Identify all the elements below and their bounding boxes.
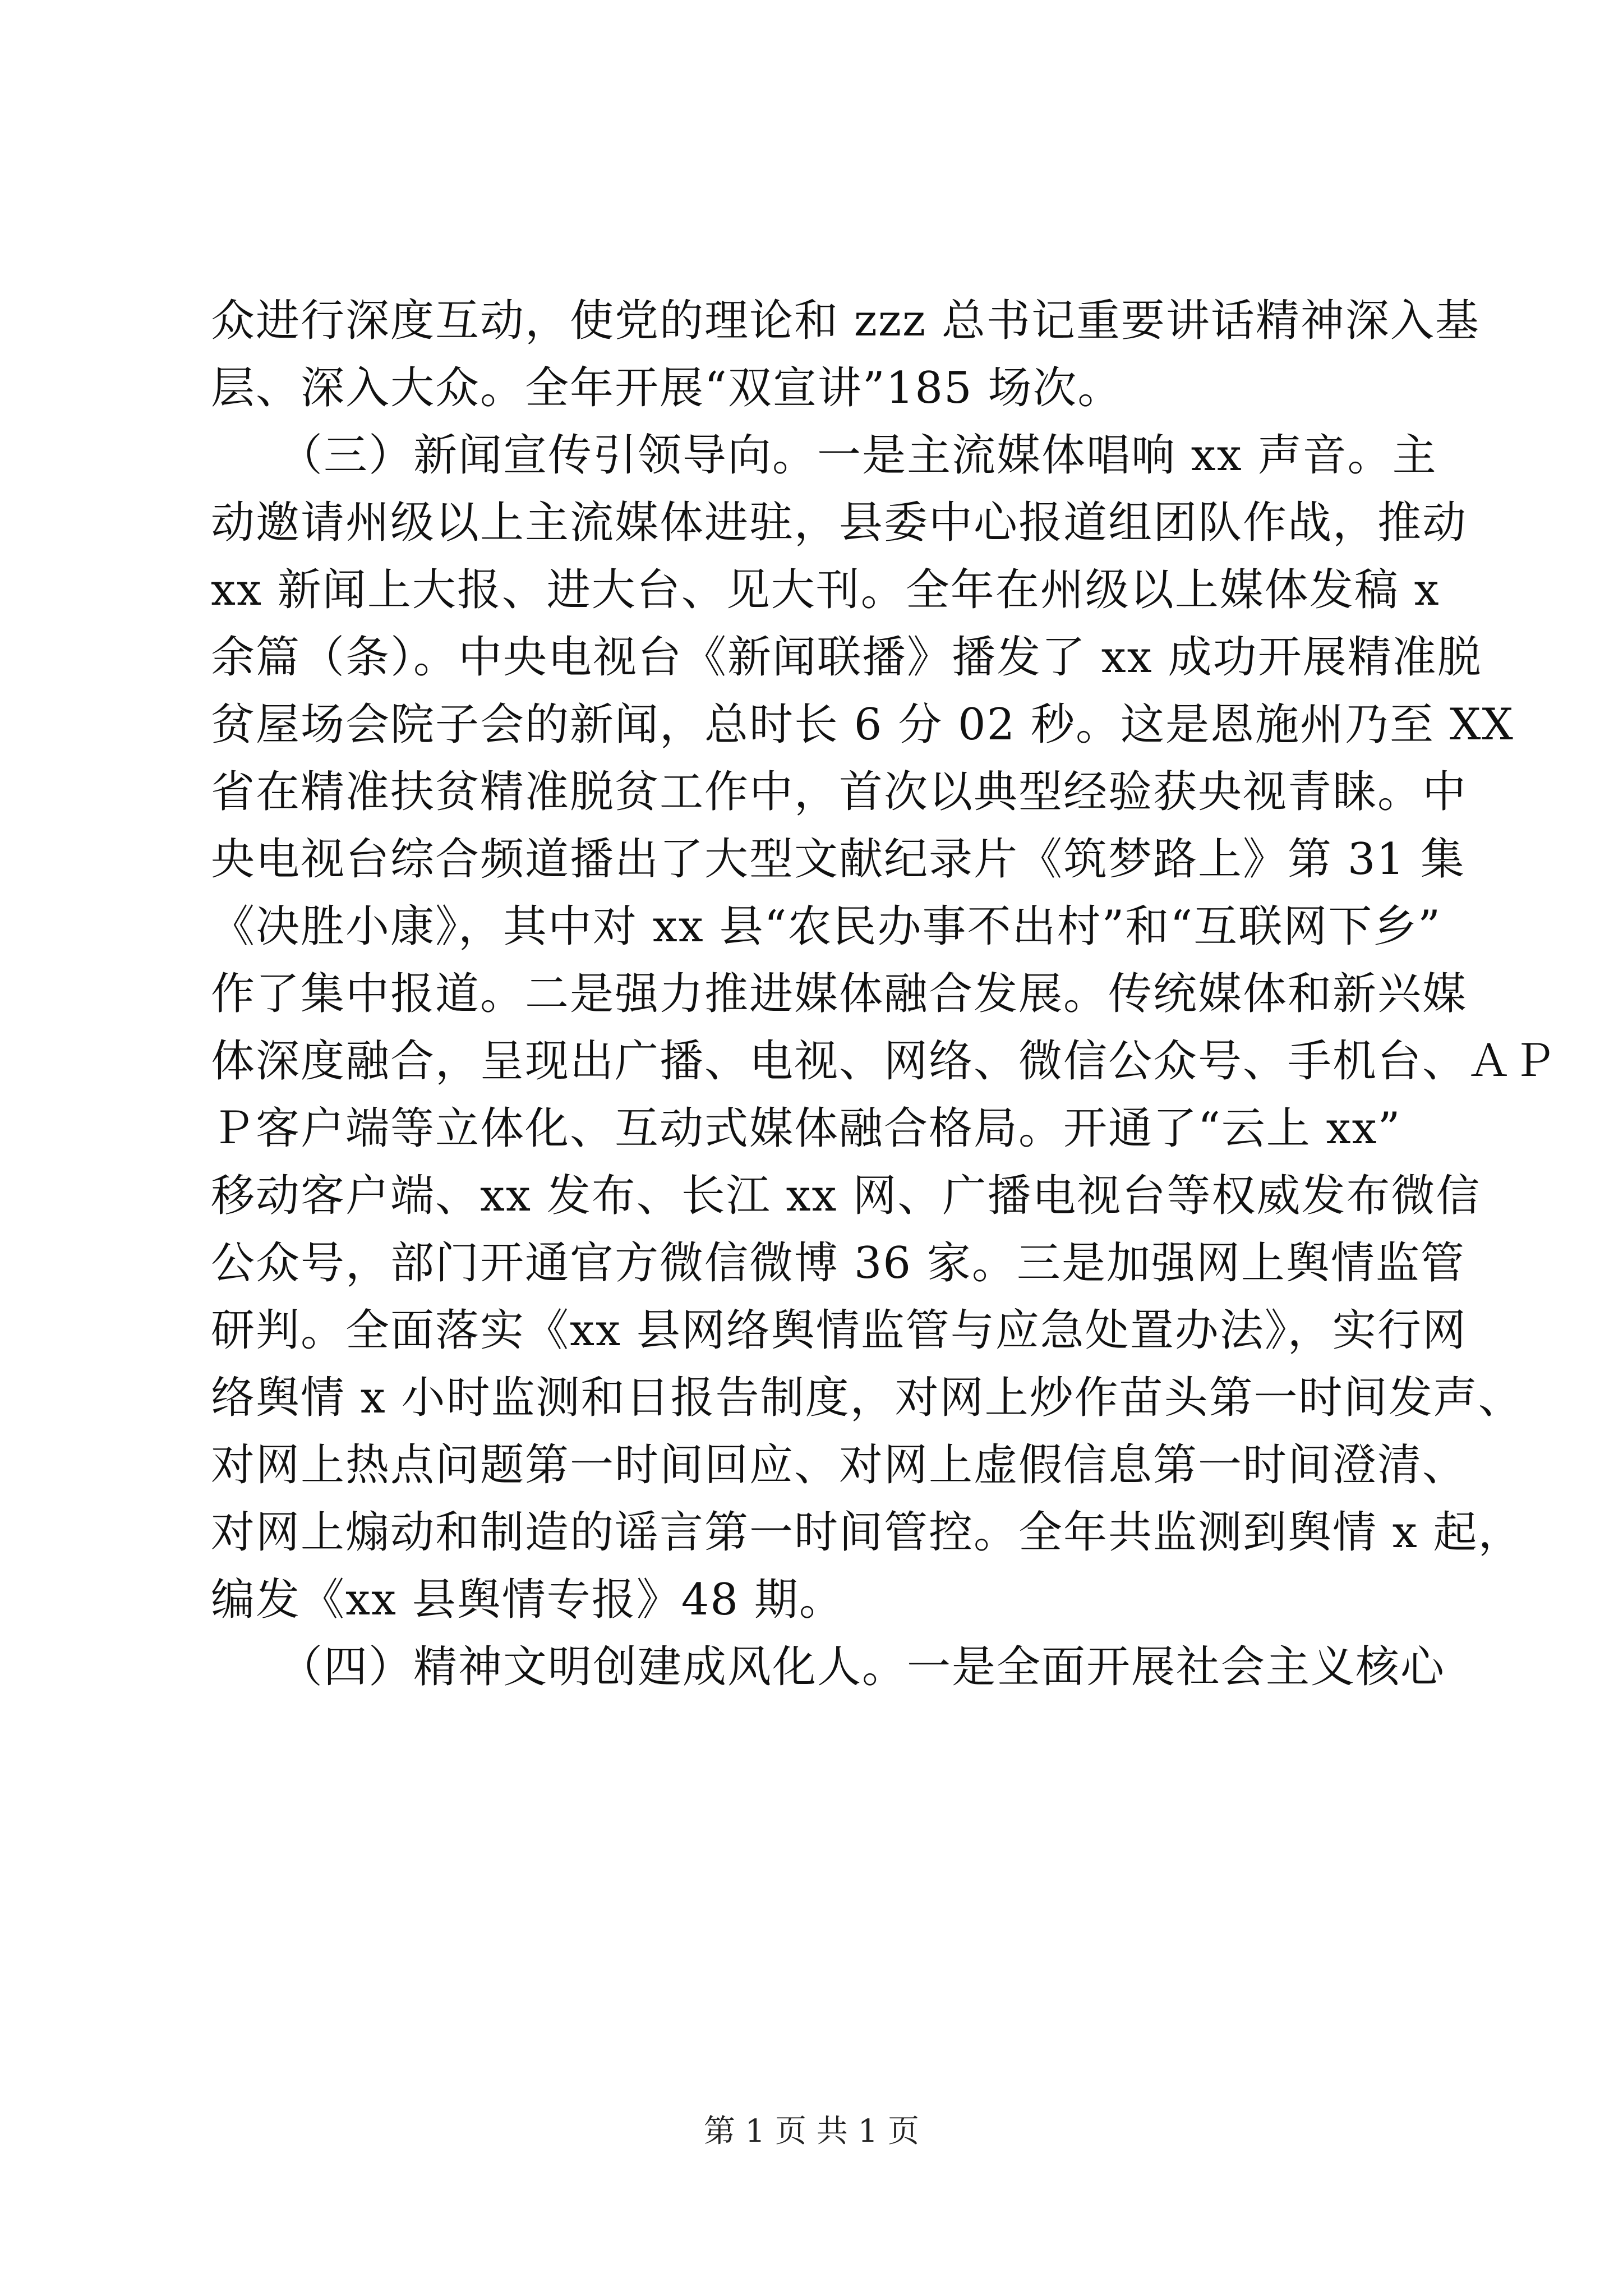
- paragraph-start-line: （四）精神文明创建成风化人。一是全面开展社会主义核心: [211, 1642, 1446, 1692]
- text-line: 贫屋场会院子会的新闻，总时长 6 分 02 秒。这是恩施州乃至 XX: [211, 700, 1514, 750]
- text-line: 络舆情 x 小时监测和日报告制度，对网上炒作苗头第一时间发声、: [211, 1373, 1523, 1423]
- text-line: 动邀请州级以上主流媒体进驻，县委中心报道组团队作战，推动: [211, 498, 1468, 548]
- text-line: 对网上热点问题第一时间回应、对网上虚假信息第一时间澄清、: [211, 1440, 1468, 1490]
- text-line: 研判。全面落实《xx 县网络舆情监管与应急处置办法》，实行网: [211, 1305, 1467, 1356]
- text-line: 作了集中报道。二是强力推进媒体融合发展。传统媒体和新兴媒: [211, 969, 1468, 1019]
- text-line: 《决胜小康》，其中对 xx 县“农民办事不出村”和“互联网下乡”: [211, 901, 1442, 952]
- text-line: 移动客户端、xx 发布、长江 xx 网、广播电视台等权威发布微信: [211, 1171, 1481, 1221]
- text-line: 层、深入大众。全年开展“双宣讲”185 场次。: [211, 363, 1123, 413]
- text-line: 余篇（条）。中央电视台《新闻联播》播发了 xx 成功开展精准脱: [211, 632, 1482, 683]
- paragraph-start-line: （三）新闻宣传引领导向。一是主流媒体唱响 xx 声音。主: [211, 430, 1437, 481]
- text-line: 对网上煽动和制造的谣言第一时间管控。全年共监测到舆情 x 起，: [211, 1507, 1523, 1558]
- text-line: Ｐ客户端等立体化、互动式媒体融合格局。开通了“云上 xx”: [211, 1103, 1401, 1154]
- text-line: 公众号，部门开通官方微信微博 36 家。三是加强网上舆情监管: [211, 1238, 1465, 1289]
- page-footer: 第 1 页 共 1 页: [703, 2113, 920, 2150]
- text-line: 体深度融合，呈现出广播、电视、网络、微信公众号、手机台、ＡＰ: [211, 1036, 1557, 1087]
- text-line: 省在精准扶贫精准脱贫工作中，首次以典型经验获央视青睐。中: [211, 767, 1468, 817]
- text-line: 编发《xx 县舆情专报》48 期。: [211, 1575, 844, 1625]
- text-line: 众进行深度互动，使党的理论和 zzz 总书记重要讲话精神深入基: [211, 296, 1480, 346]
- text-line: 央电视台综合频道播出了大型文献纪录片《筑梦路上》第 31 集: [211, 834, 1465, 885]
- text-line: xx 新闻上大报、进大台、见大刊。全年在州级以上媒体发稿 x: [211, 565, 1440, 615]
- body-text: [211, 287, 1557, 1701]
